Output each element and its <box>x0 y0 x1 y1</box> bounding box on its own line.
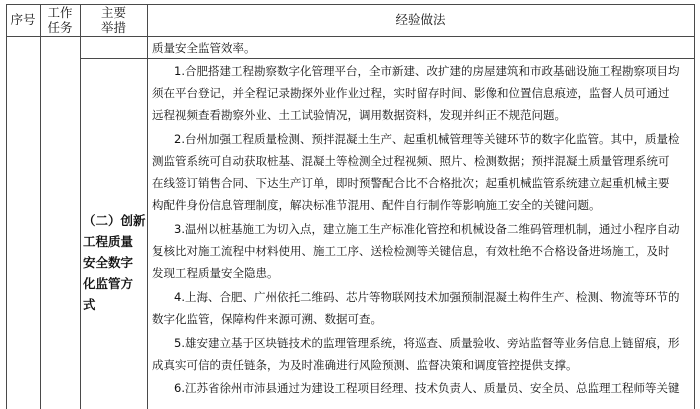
measure-label-line: 化监管方 <box>83 276 134 291</box>
paragraph-line: 1.合肥搭建工程勘察数字化管理平台，全市新建、改扩建的房屋建筑和市政基础设施工程勘察项目均 <box>174 64 680 78</box>
measure-label <box>83 210 145 315</box>
top-continuation-text: 质量安全监管效率。 <box>152 41 256 55</box>
paragraph-line: 须在平台登记，并全程记录勘探外业作业过程，实时留存时间、影像和位置信息痕迹，监督人员可通过 <box>152 86 670 100</box>
header-measure-line2: 举措 <box>100 20 126 35</box>
measure-label-line: （二）创新 <box>83 213 146 228</box>
experience-paragraph-3 <box>152 218 692 284</box>
paragraph-line: 成真实可信的责任链条，为及时准确进行风险预测、监督决策和调度管控提供支撑。 <box>152 358 578 372</box>
paragraph-line: 数字化监管，保障构件来源可溯、数据可查。 <box>152 312 382 326</box>
measure-label-line: 工程质量 <box>83 234 134 249</box>
measure-label-line: 式 <box>83 297 96 312</box>
experience-paragraph-5 <box>152 332 692 376</box>
header-experience: 经验做法 <box>395 12 446 27</box>
header-task <box>40 5 80 35</box>
paragraph-line: 测监管系统可自动获取桩基、混凝土等检测全过程视频、照片、检测数据；预拌混凝土质量管理系统可 <box>152 154 670 168</box>
col-sep-seq <box>40 4 41 409</box>
header-seq: 序号 <box>10 12 36 27</box>
paragraph-line: 6.江苏省徐州市沛县通过为建设工程项目经理、技术负责人、质量员、安全员、总监理工程师等关键 <box>174 381 680 395</box>
paragraph-line: 在线签订销售合同、下达生产订单，即时预警配合比不合格批次；起重机械监管系统建立起重机械主要 <box>152 176 670 190</box>
experience-paragraph-1 <box>152 60 692 126</box>
header-measure <box>80 5 147 35</box>
experience-paragraph-4 <box>152 286 692 330</box>
col-sep-measure <box>147 4 148 409</box>
paragraph-line: 发现工程质量安全隐患。 <box>152 266 279 280</box>
experience-paragraph-2 <box>152 128 692 216</box>
paragraph-line: 复核比对施工流程中材料使用、施工工序、送检检测等关键信息，有效杜绝不合格设备进场施工，及时 <box>152 244 670 258</box>
measure-label-line: 安全数字 <box>83 255 134 270</box>
paragraph-line: 5.雄安建立基于区块链技术的监理管理系统，将巡查、质量验收、旁站监督等业务信息上链留痕，形 <box>174 336 680 350</box>
paragraph-line: 3.温州以桩基施工为切入点，建立施工生产标准化管控和机械设备二维码管理机制，通过小程序自动 <box>174 222 680 236</box>
paragraph-line: 4.上海、合肥、广州依托二维码、芯片等物联网技术加强预制混凝土构件生产、检测、物流等环节的 <box>174 290 680 304</box>
paragraph-line: 构配件身份信息管理制度，解决标准节混用、配件自行制作等影响施工安全的关键问题。 <box>152 198 601 212</box>
col-sep-task <box>80 4 81 409</box>
header-task-line2: 任务 <box>47 20 73 35</box>
paragraph-line: 远程视频查看勘察外业、土工试验情况，调用数据资料，发现并纠正不规范问题。 <box>152 108 566 122</box>
header-measure-line1: 主要 <box>100 5 126 20</box>
paragraph-line: 2.台州加强工程质量检测、预拌混凝土生产、起重机械管理等关键环节的数字化监管。其中，质量检 <box>174 132 680 146</box>
experience-paragraph-6 <box>152 377 692 399</box>
table-left-border <box>6 4 7 409</box>
header-task-line1: 工作 <box>47 5 73 20</box>
table-right-border <box>694 4 695 409</box>
header-bottom-border <box>6 36 695 37</box>
